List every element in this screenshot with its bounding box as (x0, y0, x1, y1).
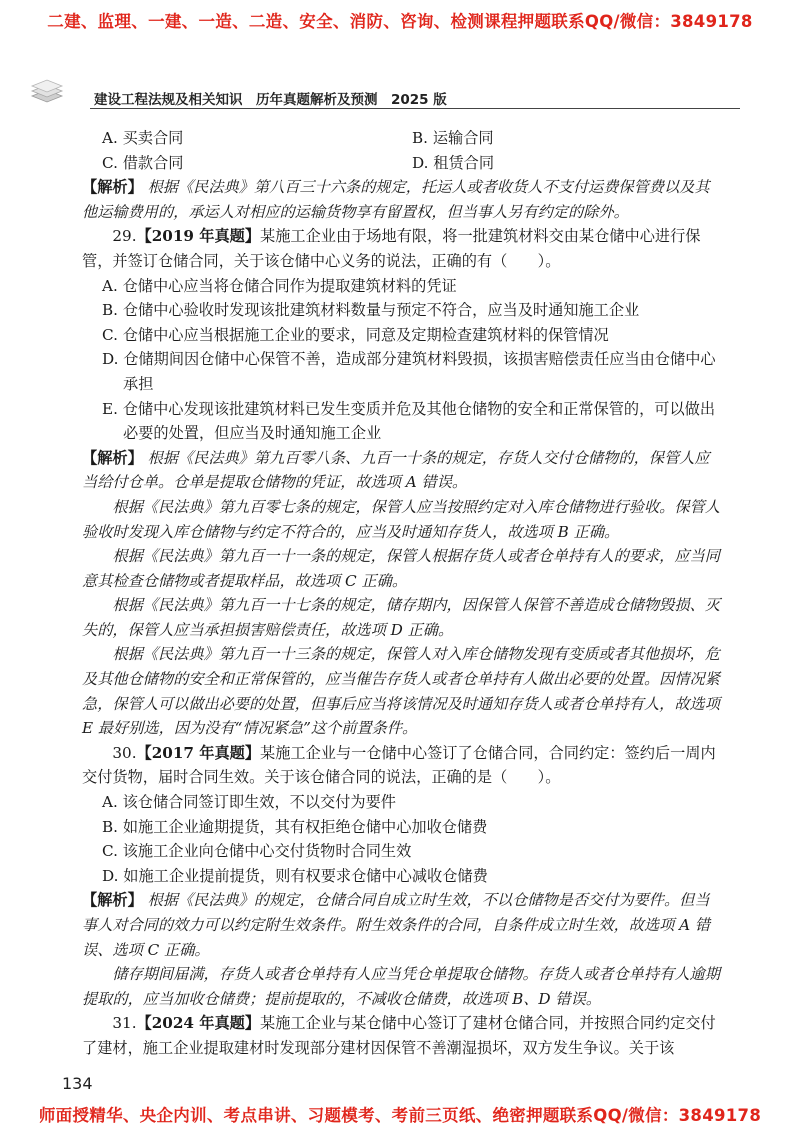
q29-option-a: A. 仓储中心应当将仓储合同作为提取建筑材料的凭证 (102, 276, 457, 295)
question-stem: 某施工企业与一仓储中心签订了仓储合同，合同约定：签约后一周内交付货物，届时合同生效。关于该仓储合同的说法，正确的是（ ）。 (82, 743, 716, 787)
page-number: 134 (62, 1074, 93, 1093)
q29-analysis-5: 根据《民法典》第九百一十三条的规定，保管人对入库仓储物发现有变质或者其他损坏，危及其他仓储物的安全和正常保管的，应当催告存货人或者仓单持有人做出必要的处置。因情况紧急，保管人可以做出必要的处置，但事后应当将该情况及时通知存货人或者仓单持有人，故选项 E 最好别选，因为没有“情况紧急”这个前置条件。 (82, 645, 720, 738)
q30-option-a: A. 该仓储合同签订即生效，不以交付为要件 (102, 793, 396, 812)
analysis-tag: 【解析】 (82, 448, 143, 467)
q28-options-cd (82, 151, 722, 176)
question-stem: 某施工企业与某仓储中心签订了建材仓储合同，并按照合同约定交付了建材，施工企业提取建材时发现部分建材因保管不善潮湿损坏，双方发生争议。关于该 (82, 1014, 716, 1057)
q28-option-b: B. 运输合同 (412, 129, 494, 147)
analysis-tag: 【解析】 (82, 178, 143, 197)
q31-stem (82, 1011, 722, 1060)
analysis-text: 根据《民法典》第八百三十六条的规定，托运人或者收货人不支付运费保管费以及其他运输费用的，承运人对相应的运输货物享有留置权，但当事人另有约定的除外。 (82, 178, 710, 221)
question-stem: 某施工企业由于场地有限，将一批建筑材料交由某仓储中心进行保管，并签订仓储合同，关于该仓储中心义务的说法，正确的有（ ）。 (82, 227, 701, 270)
q29-analysis-2: 根据《民法典》第九百零七条的规定，保管人应当按照约定对入库仓储物进行验收。保管人验收时发现入库仓储物与约定不符合的，应当及时通知存货人，故选项 B 正确。 (82, 497, 720, 541)
q29-analysis-3: 根据《民法典》第九百一十一条的规定，保管人根据存货人或者仓单持有人的要求，应当同意其检查仓储物或者提取样品，故选项 C 正确。 (82, 547, 720, 590)
q29-option-b: B. 仓储中心验收时发现该批建筑材料数量与预定不符合，应当及时通知施工企业 (102, 301, 640, 320)
question-year-tag: 【2017 年真题】 (136, 743, 261, 762)
q29-option-d: D. 仓储期间因仓储中心保管不善，造成部分建筑材料毁损，该损害赔偿责任应当由仓储中心承担 (102, 350, 716, 393)
q29-stem (82, 224, 722, 273)
q30-option-d: D. 如施工企业提前提货，则有权要求仓储中心减收仓储费 (102, 866, 488, 885)
analysis-tag: 【解析】 (82, 891, 143, 910)
q28-option-a: A. 买卖合同 (102, 129, 184, 147)
question-number: 29. (112, 227, 137, 246)
stacked-books-icon (30, 78, 64, 104)
q28-options-ab (82, 126, 722, 151)
question-year-tag: 【2024 年真题】 (136, 1014, 261, 1033)
q30-option-c: C. 该施工企业向仓储中心交付货物时合同生效 (102, 842, 412, 861)
promo-banner-bottom: 师面授精华、央企内训、考点串讲、习题模考、考前三页纸、绝密押题联系QQ/微信：3849178 (38, 1106, 762, 1125)
q28-option-c: C. 借款合同 (102, 153, 184, 172)
q29-option-c: C. 仓储中心应当根据施工企业的要求，同意及定期检查建筑材料的保管情况 (102, 325, 609, 344)
promo-banner-top: 二建、监理、一建、一造、二造、安全、消防、咨询、检测课程押题联系QQ/微信：3849178 (47, 12, 753, 31)
question-number: 30. (112, 743, 137, 762)
header-title: 建设工程法规及相关知识 历年真题解析及预测 2025 版 (94, 92, 447, 108)
q29-analysis-1 (82, 446, 722, 495)
question-year-tag: 【2019 年真题】 (136, 227, 261, 246)
header-divider (90, 108, 740, 109)
page-content (82, 126, 722, 1061)
q30-analysis-1 (82, 888, 722, 962)
q30-option-b: B. 如施工企业逾期提货，其有权拒绝仓储中心加收仓储费 (102, 817, 488, 836)
q30-stem (82, 741, 722, 790)
question-number: 31. (112, 1014, 137, 1033)
q30-analysis-2: 储存期间届满，存货人或者仓单持有人应当凭仓单提取仓储物。存货人或者仓单持有人逾期提取的，应当加收仓储费；提前提取的，不减收仓储费，故选项 B、D 错误。 (82, 965, 720, 1008)
analysis-text: 根据《民法典》的规定，仓储合同自成立时生效，不以仓储物是否交付为要件。但当事人对合同的效力可以约定附生效条件。附生效条件的合同，自条件成立时生效，故选项 A 错误、选项 C 正确。 (82, 891, 711, 959)
q29-analysis-4: 根据《民法典》第九百一十七条的规定，储存期内，因保管人保管不善造成仓储物毁损、灭失的，保管人应当承担损害赔偿责任，故选项 D 正确。 (82, 596, 720, 639)
q28-option-d: D. 租赁合同 (412, 153, 495, 172)
analysis-text: 根据《民法典》第九百零八条、九百一十条的规定，存货人交付仓储物的，保管人应当给付仓单。仓单是提取仓储物的凭证，故选项 A 错误。 (82, 448, 710, 492)
page-header (30, 78, 720, 108)
q28-analysis (82, 175, 722, 224)
q29-option-e: E. 仓储中心发现该批建筑材料已发生变质并危及其他仓储物的安全和正常保管的，可以做出必要的处置，但应当及时通知施工企业 (102, 399, 716, 443)
